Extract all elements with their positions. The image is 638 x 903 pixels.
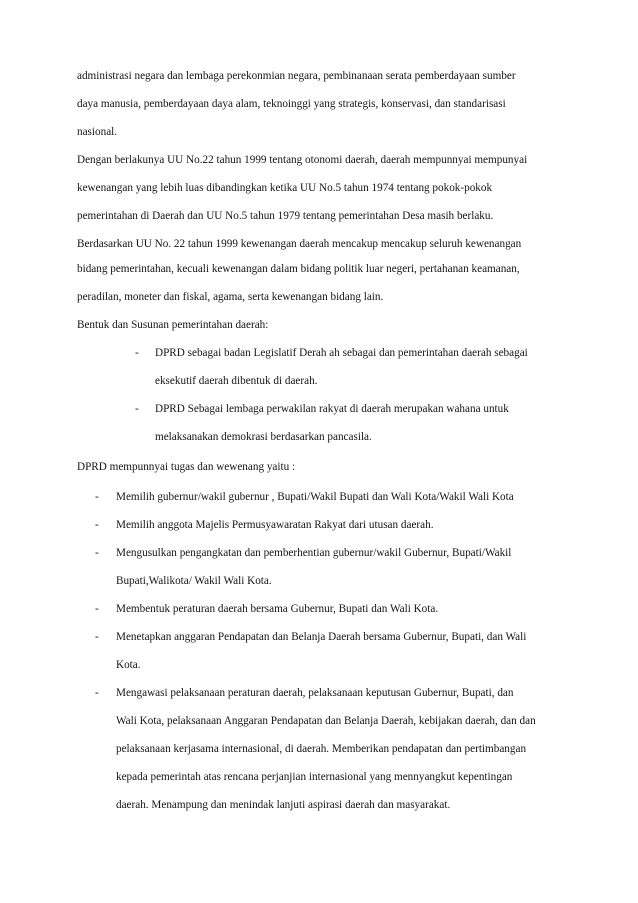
intro-line-1: administrasi negara dan lembaga perekonmian negara, pembinanaan serata pemberdayaan sumber bbox=[77, 70, 516, 82]
dprd-item-3-line-1: Mengusulkan pengangkatan dan pemberhentian gubernur/wakil Gubernur, Bupati/Wakil bbox=[116, 547, 512, 559]
uu-paragraph-line-3: pemerintahan di Daerah dan UU No.5 tahun 1979 tentang pemerintahan Desa masih berlaku. bbox=[77, 210, 494, 222]
dprd-item-6-line-2: Wali Kota, pelaksanaan Anggaran Pendapatan dan Belanja Daerah, kebijakan daerah, dan dan bbox=[116, 715, 536, 727]
bentuk-item-2-dash: - bbox=[135, 403, 139, 415]
dprd-item-2-dash: - bbox=[95, 519, 99, 531]
dprd-item-5-line-2: Kota. bbox=[116, 659, 141, 671]
dprd-item-4-dash: - bbox=[95, 603, 99, 615]
uu-paragraph-line-1: Dengan berlakunya UU No.22 tahun 1999 tentang otonomi daerah, daerah mempunnyai mempunyai bbox=[77, 154, 528, 166]
uu-paragraph-line-2: kewenangan yang lebih luas dibandingkan ketika UU No.5 tahun 1974 tentang pokok-pokok bbox=[77, 182, 493, 194]
bentuk-item-2-line-2: melaksanakan demokrasi berdasarkan pancasila. bbox=[155, 431, 372, 443]
uu-paragraph-line-4: Berdasarkan UU No. 22 tahun 1999 kewenangan daerah mencakup mencakup seluruh kewenangan bbox=[77, 238, 522, 250]
intro-line-3: nasional. bbox=[77, 126, 118, 138]
bentuk-item-2-line-1: DPRD Sebagai lembaga perwakilan rakyat di daerah merupakan wahana untuk bbox=[155, 403, 509, 415]
dprd-item-1-dash: - bbox=[95, 491, 99, 503]
dprd-item-1-line-1: Memilih gubernur/wakil gubernur , Bupati/Wakil Bupati dan Wali Kota/Wakil Wali Kota bbox=[116, 491, 514, 503]
dprd-item-5-dash: - bbox=[95, 631, 99, 643]
dprd-item-6-line-4: kepada pemerintah atas rencana perjanjian internasional yang mennyangkut kepentingan bbox=[116, 771, 513, 783]
dprd-item-5-line-1: Menetapkan anggaran Pendapatan dan Belanja Daerah bersama Gubernur, Bupati, dan Wali bbox=[116, 631, 527, 643]
dprd-item-2-line-1: Memilih anggota Majelis Permusyawaratan Rakyat dari utusan daerah. bbox=[116, 519, 434, 531]
bentuk-item-1-dash: - bbox=[135, 347, 139, 359]
dprd-item-3-dash: - bbox=[95, 547, 99, 559]
bentuk-heading: Bentuk dan Susunan pemerintahan daerah: bbox=[77, 319, 269, 331]
uu-paragraph-line-6: peradilan, moneter dan fiskal, agama, serta kewenangan bidang lain. bbox=[77, 291, 384, 303]
dprd-item-6-dash: - bbox=[95, 687, 99, 699]
bentuk-item-1-line-1: DPRD sebagai badan Legislatif Derah ah sebagai dan pemerintahan daerah sebagai bbox=[155, 347, 528, 359]
dprd-item-3-line-2: Bupati,Walikota/ Wakil Wali Kota. bbox=[116, 575, 272, 587]
dprd-item-6-line-1: Mengawasi pelaksanaan peraturan daerah, pelaksanaan keputusan Gubernur, Bupati, dan bbox=[116, 687, 514, 699]
dprd-heading: DPRD mempunnyai tugas dan wewenang yaitu : bbox=[77, 461, 296, 473]
intro-line-2: daya manusia, pemberdayaan daya alam, teknoinggi yang strategis, konservasi, dan standarisasi bbox=[77, 98, 506, 110]
uu-paragraph-line-5: bidang pemerintahan, kecuali kewenangan dalam bidang politik luar negeri, pertahanan keamanan, bbox=[77, 263, 520, 275]
dprd-item-6-line-5: daerah. Menampung dan menindak lanjuti aspirasi daerah dan masyarakat. bbox=[116, 799, 451, 811]
dprd-item-4-line-1: Membentuk peraturan daerah bersama Gubernur, Bupati dan Wali Kota. bbox=[116, 603, 439, 615]
dprd-item-6-line-3: pelaksanaan kerjasama internasional, di daerah. Memberikan pendapatan dan pertimbangan bbox=[116, 743, 527, 755]
bentuk-item-1-line-2: eksekutif daerah dibentuk di daerah. bbox=[155, 375, 318, 387]
